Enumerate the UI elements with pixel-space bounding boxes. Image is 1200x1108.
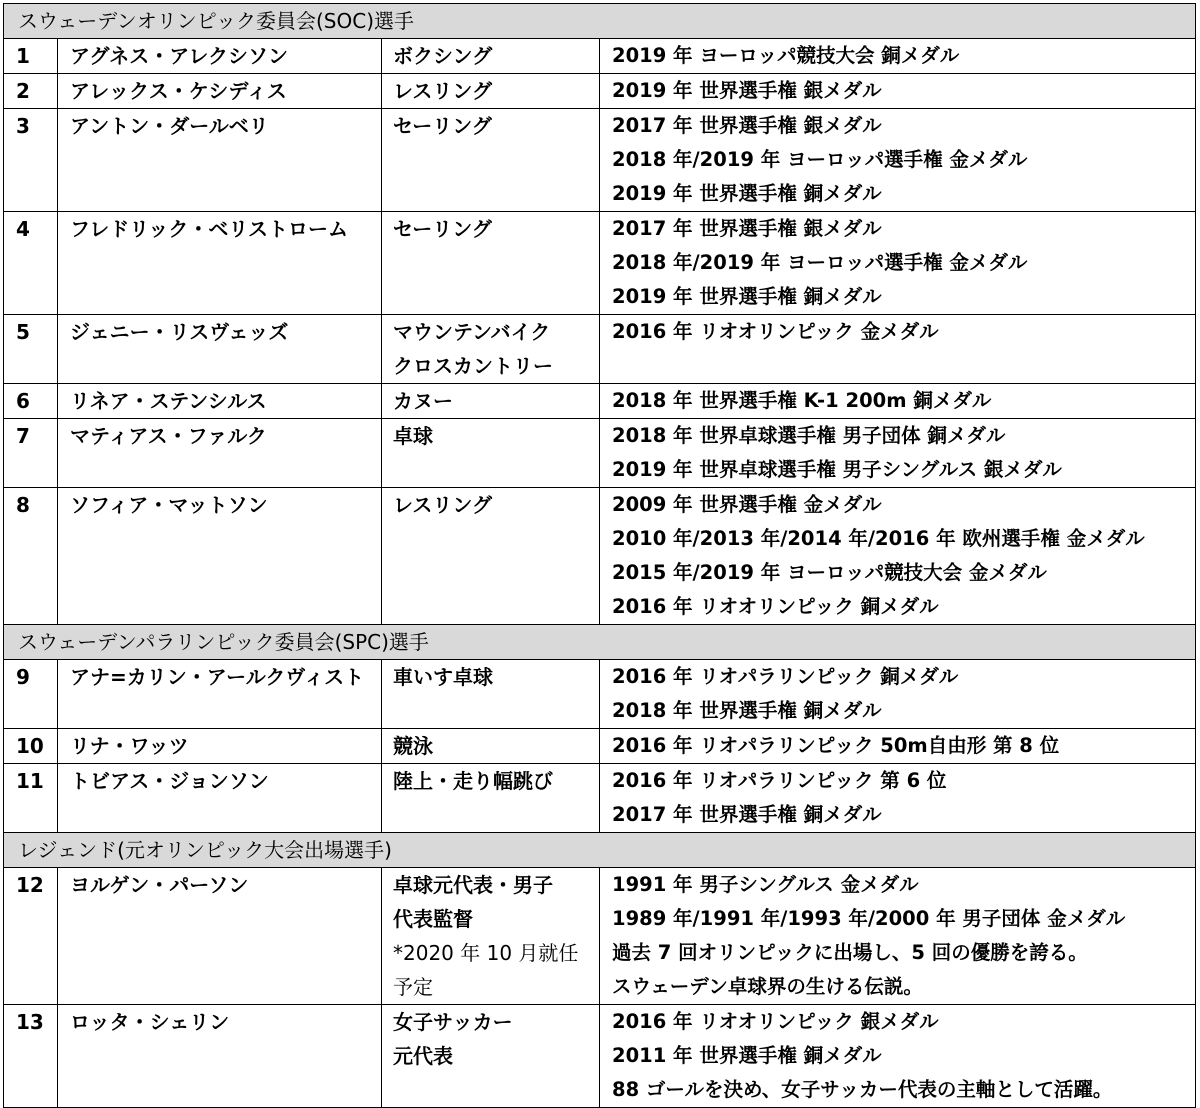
- achievement-line: 1989 年/1991 年/1993 年/2000 年 男子団体 金メダル: [612, 907, 1126, 930]
- achievement-line: 2017 年 世界選手権 銀メダル: [612, 114, 882, 137]
- athlete-sport: [382, 212, 600, 315]
- achievement-line: 2019 年 ヨーロッパ競技大会 銅メダル: [612, 44, 960, 67]
- athlete-achievements: [600, 109, 1196, 212]
- athlete-sport: [382, 74, 600, 109]
- athlete-row: [4, 109, 1196, 212]
- athlete-name: アレックス・ケシディス: [58, 74, 382, 109]
- athlete-achievements: [600, 74, 1196, 109]
- sport-line: 卓球: [393, 424, 433, 448]
- athlete-sport: [382, 868, 600, 1005]
- athlete-name: アントン・ダールベリ: [58, 109, 382, 212]
- athlete-achievements: [600, 764, 1196, 833]
- sport-line: マウンテンバイク: [393, 320, 551, 344]
- athlete-number: 1: [4, 39, 58, 74]
- athlete-sport: [382, 660, 600, 729]
- athlete-sport: [382, 764, 600, 833]
- athlete-number: 2: [4, 74, 58, 109]
- section-title: スウェーデンパラリンピック委員会(SPC)選手: [4, 625, 1196, 660]
- sport-line: 女子サッカー: [393, 1010, 513, 1034]
- athlete-row: [4, 74, 1196, 109]
- athlete-table-body: [4, 4, 1196, 1108]
- athlete-sport: [382, 488, 600, 625]
- athlete-name: ソフィア・マットソン: [58, 488, 382, 625]
- achievement-line: 2018 年/2019 年 ヨーロッパ選手権 金メダル: [612, 251, 1028, 274]
- section-header-row: [4, 625, 1196, 660]
- sport-note: 予定: [393, 975, 433, 999]
- sport-note: *2020 年 10 月就任: [393, 941, 579, 965]
- athlete-number: 4: [4, 212, 58, 315]
- achievement-line: 2018 年/2019 年 ヨーロッパ選手権 金メダル: [612, 148, 1028, 171]
- athlete-sport: [382, 109, 600, 212]
- section-header-row: [4, 4, 1196, 39]
- achievement-line: 2019 年 世界選手権 銅メダル: [612, 285, 882, 308]
- sport-line: カヌー: [393, 389, 453, 413]
- athlete-row: [4, 419, 1196, 488]
- achievement-line: 2016 年 リオパラリンピック 50m自由形 第 8 位: [612, 734, 1060, 757]
- sport-line: ボクシング: [393, 44, 493, 68]
- athlete-row: [4, 1005, 1196, 1108]
- athlete-number: 12: [4, 868, 58, 1005]
- athlete-name: アナ=カリン・アールクヴィスト: [58, 660, 382, 729]
- athlete-achievements: [600, 315, 1196, 384]
- athlete-number: 5: [4, 315, 58, 384]
- athlete-sport: [382, 39, 600, 74]
- athlete-name: フレドリック・ベリストローム: [58, 212, 382, 315]
- athlete-achievements: [600, 419, 1196, 488]
- athlete-number: 6: [4, 384, 58, 419]
- sport-line: セーリング: [393, 217, 492, 241]
- athlete-number: 11: [4, 764, 58, 833]
- athlete-achievements: [600, 729, 1196, 764]
- sport-line: 車いす卓球: [393, 665, 493, 689]
- sport-line: 陸上・走り幅跳び: [393, 769, 553, 793]
- achievement-line: 2011 年 世界選手権 銅メダル: [612, 1044, 882, 1067]
- athlete-number: 10: [4, 729, 58, 764]
- athlete-table: [3, 3, 1196, 1108]
- athlete-sport: [382, 384, 600, 419]
- achievement-line: 2019 年 世界卓球選手権 男子シングルス 銀メダル: [612, 458, 1062, 481]
- achievement-line: 2015 年/2019 年 ヨーロッパ競技大会 金メダル: [612, 561, 1047, 584]
- athlete-number: 8: [4, 488, 58, 625]
- achievement-line: 2016 年 リオオリンピック 銀メダル: [612, 1010, 939, 1033]
- sport-line: 代表監督: [393, 907, 473, 931]
- athlete-sport: [382, 1005, 600, 1108]
- athlete-name: アグネス・アレクシソン: [58, 39, 382, 74]
- athlete-name: リネア・ステンシルス: [58, 384, 382, 419]
- athlete-number: 9: [4, 660, 58, 729]
- sport-line: レスリング: [393, 79, 492, 103]
- achievement-line: 2018 年 世界選手権 K-1 200m 銅メダル: [612, 389, 992, 412]
- athlete-sport: [382, 315, 600, 384]
- section-title: スウェーデンオリンピック委員会(SOC)選手: [4, 4, 1196, 39]
- achievement-line: 2019 年 世界選手権 銅メダル: [612, 182, 882, 205]
- athlete-row: [4, 212, 1196, 315]
- athlete-number: 7: [4, 419, 58, 488]
- athlete-sport: [382, 419, 600, 488]
- achievement-line: スウェーデン卓球界の生ける伝説。: [612, 975, 923, 998]
- achievement-line: 1991 年 男子シングルス 金メダル: [612, 873, 919, 896]
- athlete-row: [4, 764, 1196, 833]
- athlete-row: [4, 868, 1196, 1005]
- athlete-achievements: [600, 212, 1196, 315]
- sport-line: 競泳: [393, 734, 433, 758]
- athlete-number: 13: [4, 1005, 58, 1108]
- athlete-name: マティアス・ファルク: [58, 419, 382, 488]
- athlete-number: 3: [4, 109, 58, 212]
- achievement-line: 2018 年 世界卓球選手権 男子団体 銅メダル: [612, 424, 1006, 447]
- section-header-row: [4, 833, 1196, 868]
- achievement-line: 2016 年 リオパラリンピック 銅メダル: [612, 665, 959, 688]
- sport-line: レスリング: [393, 493, 492, 517]
- athlete-name: ロッタ・シェリン: [58, 1005, 382, 1108]
- achievement-line: 2017 年 世界選手権 銀メダル: [612, 217, 882, 240]
- achievement-line: 2018 年 世界選手権 銅メダル: [612, 699, 882, 722]
- achievement-line: 88 ゴールを決め、女子サッカー代表の主軸として活躍。: [612, 1078, 1113, 1101]
- achievement-line: 2016 年 リオパラリンピック 第 6 位: [612, 769, 947, 792]
- athlete-name: リナ・ワッツ: [58, 729, 382, 764]
- achievement-line: 2016 年 リオオリンピック 金メダル: [612, 320, 939, 343]
- athlete-name: トビアス・ジョンソン: [58, 764, 382, 833]
- achievement-line: 2019 年 世界選手権 銀メダル: [612, 79, 882, 102]
- athlete-row: [4, 660, 1196, 729]
- achievement-line: 2010 年/2013 年/2014 年/2016 年 欧州選手権 金メダル: [612, 527, 1145, 550]
- sport-line: セーリング: [393, 114, 492, 138]
- athlete-row: [4, 384, 1196, 419]
- athlete-name: ヨルゲン・パーソン: [58, 868, 382, 1005]
- sport-line: 元代表: [393, 1044, 453, 1068]
- athlete-achievements: [600, 868, 1196, 1005]
- sport-line: クロスカントリー: [393, 354, 553, 378]
- athlete-sport: [382, 729, 600, 764]
- athlete-row: [4, 729, 1196, 764]
- athlete-achievements: [600, 39, 1196, 74]
- athlete-achievements: [600, 660, 1196, 729]
- athlete-row: [4, 315, 1196, 384]
- sport-line: 卓球元代表・男子: [393, 873, 553, 897]
- achievement-line: 2016 年 リオオリンピック 銅メダル: [612, 595, 939, 618]
- athlete-row: [4, 39, 1196, 74]
- achievement-line: 2009 年 世界選手権 金メダル: [612, 493, 882, 516]
- athlete-achievements: [600, 384, 1196, 419]
- athlete-achievements: [600, 488, 1196, 625]
- section-title: レジェンド(元オリンピック大会出場選手): [4, 833, 1196, 868]
- achievement-line: 2017 年 世界選手権 銅メダル: [612, 803, 882, 826]
- athlete-name: ジェニー・リスヴェッズ: [58, 315, 382, 384]
- athlete-achievements: [600, 1005, 1196, 1108]
- achievement-line: 過去 7 回オリンピックに出場し、5 回の優勝を誇る。: [612, 941, 1088, 964]
- athlete-row: [4, 488, 1196, 625]
